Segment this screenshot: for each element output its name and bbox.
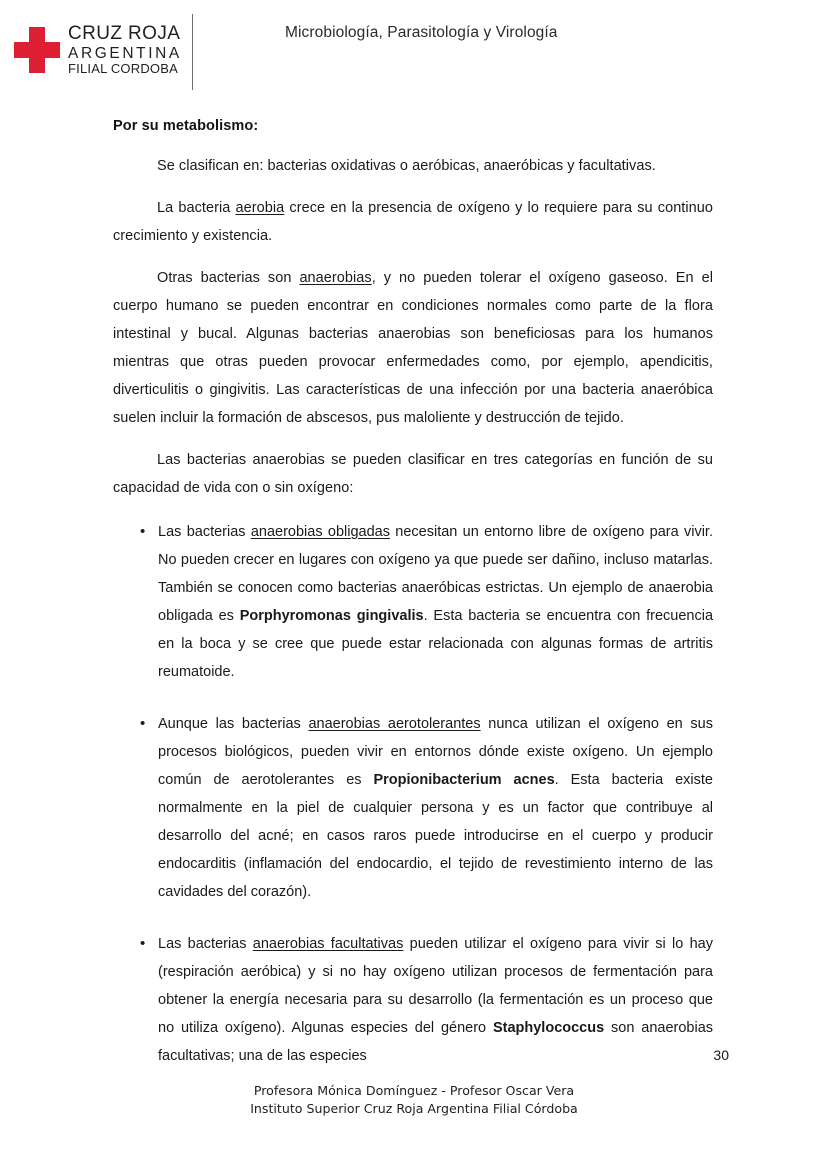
text-run: necesitan un entorno libre de oxígeno para vivir. No pueden crecer en lugares con oxígeno ya que puede ser dañino, incluso matarlas. También se conocen como bacterias anaeróbicas estrictas. Un ejemplo de anaerobia obligada es [158,524,713,624]
page-footer [0,1082,828,1118]
text-run: Se clasifican en: bacterias oxidativas o aeróbicas, anaeróbicas y facultativas. [157,158,656,174]
text-run: Las bacterias anaerobias se pueden clasificar en tres categorías en función de su capacidad de vida con o sin oxígeno: [113,452,713,496]
species-name: Porphyromonas gingivalis [239,608,424,624]
cruz-roja-logo [14,12,194,88]
paragraph [113,264,713,432]
logo-line-argentina: ARGENTINA [68,44,182,62]
text-run: La bacteria [157,200,236,216]
document-body [113,118,713,1094]
page-header [0,0,828,100]
red-cross-icon [14,27,60,73]
header-title: Microbiología, Parasitología y Virología [285,24,558,41]
text-run: Aunque las bacterias [158,716,309,732]
list-item [113,518,713,686]
paragraph [113,152,713,180]
underlined-term: anaerobias [299,270,372,286]
text-run: son anaerobias facultativas; una de las especies [158,1020,714,1064]
footer-line-institute: Instituto Superior Cruz Roja Argentina Filial Córdoba [250,1101,578,1116]
paragraph-list [113,152,713,502]
text-run: Las bacterias [158,524,251,540]
list-item [113,930,713,1070]
underlined-term: anaerobias facultativas [252,936,404,952]
list-item [113,710,713,906]
paragraph [113,446,713,502]
underlined-term: aerobia [235,200,285,216]
logo-line-filial-cordoba: FILIAL CORDOBA [68,61,178,77]
paragraph [113,194,713,250]
logo-wordmark [68,23,182,76]
bullet-list [113,518,713,1070]
text-run: , y no pueden tolerar el oxígeno gaseoso. En el cuerpo humano se pueden encontrar en condiciones normales como parte de la flora intestinal y bucal. Algunas bacterias anaerobias son beneficiosas para los humanos mientras que otras pueden provocar enfermedades como, por ejemplo, apendicitis, diverticulitis o gingivitis. Las características de una infección por una bacteria anaeróbica suelen incluir la formación de abscesos, pus maloliente y destrucción de tejido. [113,270,713,426]
underlined-term: anaerobias obligadas [250,524,390,540]
text-run: nunca utilizan el oxígeno en sus procesos biológicos, pueden vivir en entornos dónde existe oxígeno. Un ejemplo común de aerotolerantes es [158,716,713,788]
underlined-term: anaerobias aerotolerantes [308,716,481,732]
header-divider [192,14,193,90]
page-number: 30 [713,1047,729,1063]
species-name: Staphylococcus [492,1020,605,1036]
text-run: crece en la presencia de oxígeno y lo requiere para su continuo crecimiento y existencia. [113,200,713,244]
text-run: . Esta bacteria existe normalmente en la piel de cualquier persona y es un factor que contribuye al desarrollo del acné; en casos raros puede introducirse en el cuerpo y producir endocarditis (inflamación del endocardio, el tejido de revestimiento interno de las cavidades del corazón). [158,772,713,900]
logo-line-cruz-roja: CRUZ ROJA [68,23,181,45]
section-heading: Por su metabolismo: [113,118,259,134]
species-name: Propionibacterium acnes [373,772,555,788]
text-run: Las bacterias [158,936,253,952]
footer-line-professors: Profesora Mónica Domínguez - Profesor Oscar Vera [253,1083,575,1098]
text-run: . Esta bacteria se encuentra con frecuencia en la boca y se cree que puede estar relacionada con algunas formas de artritis reumatoide. [158,608,714,680]
text-run: Otras bacterias son [157,270,300,286]
text-run: pueden utilizar el oxígeno para vivir si lo hay (respiración aeróbica) y si no hay oxígeno utilizan procesos de fermentación para obtener la energía necesaria para su desarrollo (la fermentación es un proceso que no utiliza oxígeno). Algunas especies del género [158,936,713,1036]
